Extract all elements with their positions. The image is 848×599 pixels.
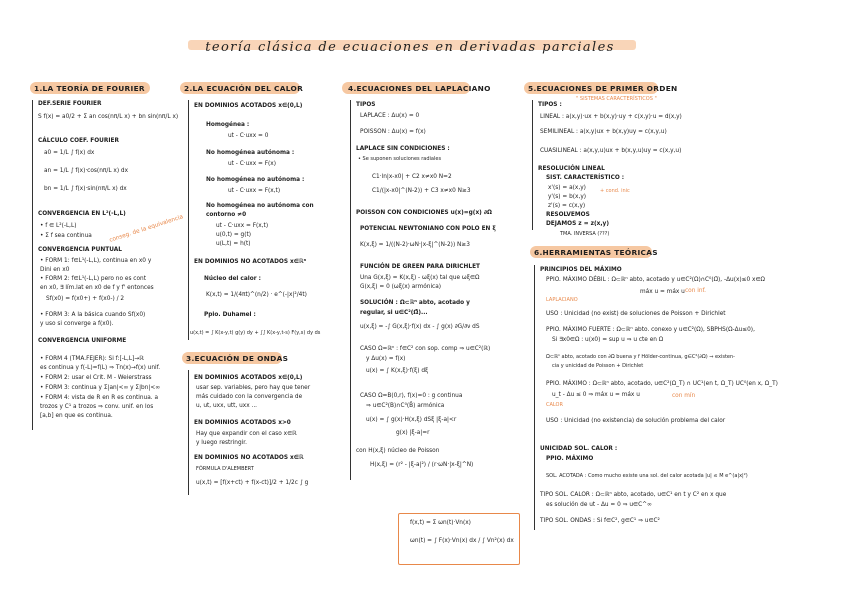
s5-tipos: TIPOS : bbox=[538, 102, 562, 108]
s4-laplace: LAPLACE : Δu(x) = 0 bbox=[360, 113, 420, 119]
s1-conv-p: CONVERGENCIA PUNTUAL bbox=[38, 247, 122, 253]
s1-cp3: • FORM 3: A la básica cuando Sf(x0) bbox=[40, 312, 146, 318]
s6-tipo-calor2: es solución de ut - Δu = 0 ⇒ u∈C^∞ bbox=[546, 502, 652, 508]
s4-poisson: POISSON : Δu(x) = f(x) bbox=[360, 129, 426, 135]
s6-rule bbox=[534, 265, 535, 530]
s4-rule bbox=[350, 100, 351, 480]
s6-tipo-calor: TIPO SOL. CALOR : Ω⊂ℝⁿ abto, acotado, u∈C¹ en t y C² en x que bbox=[540, 492, 727, 498]
s2-nh-naut: No homogénea no autónoma : bbox=[206, 177, 305, 183]
s1-def-formula: S f(x) = a0/2 + Σ an cos(nπ/L x) + bn sin(nπ/L x) bbox=[38, 114, 179, 120]
s6-heading: 6.HERRAMIENTAS TEÓRICAS bbox=[534, 248, 658, 257]
s4-rad1: C1·ln|x-x0| + C2 x≠x0 N=2 bbox=[372, 174, 452, 180]
s6-tipo-ondas: TIPO SOL. ONDAS : Si f∈C², g∈C¹ ⇒ u∈C² bbox=[540, 518, 660, 524]
s2-dom: EN DOMINIOS ACOTADOS x∈(0,L) bbox=[194, 103, 303, 109]
s1-conv-l2-2: • Σ f sea continua bbox=[40, 233, 92, 239]
s1-conv-l2: CONVERGENCIA EN L²(-L,L) bbox=[38, 211, 126, 217]
s2-dom2: EN DOMINIOS NO ACOTADOS x∈ℝⁿ bbox=[194, 259, 307, 265]
s3-d5: y luego restringir. bbox=[196, 440, 247, 446]
s1-coef-title: CÁLCULO COEF. FOURIER bbox=[38, 138, 119, 144]
s5-heading: 5.ECUACIONES DE PRIMER ORDEN bbox=[528, 84, 678, 93]
s4-poisson-cond: POISSON CON CONDICIONES u(x)=g(x) ∂Ω bbox=[356, 210, 492, 216]
s3-dom: EN DOMINIOS ACOTADOS x∈(0,L) bbox=[194, 375, 303, 381]
s2-duhamel: Ppio. Duhamel : bbox=[204, 312, 256, 318]
s6-debil-cond: con inf. bbox=[685, 288, 706, 294]
s4-poisson-eq: H(x,ξ) = (r² - |ξ-a|²) / (r·ωN·|x-ξ|^N) bbox=[370, 462, 474, 468]
s1-cp3b: y uso si converge a f(x0). bbox=[40, 321, 114, 327]
s2-nucleo-eq: K(x,t) = 1/(4πt)^(n/2) · e^(-|x|²/4t) bbox=[206, 292, 307, 298]
s3-d2: más cuidado con la convergencia de bbox=[196, 394, 303, 400]
s1-conv-note: conseg. de la equivalencia bbox=[108, 214, 185, 244]
s5-dejamos: DEJAMOS z = z(x,y) bbox=[546, 221, 609, 227]
s1-cu1b: es continua y f(-L)=f(L) ⇒ Tn(x)→f(x) unif. bbox=[40, 365, 161, 371]
s3-dom2: EN DOMINIOS ACOTADOS x>0 bbox=[194, 420, 291, 426]
s4-caso2d: g(x) |ξ-a|=r bbox=[396, 430, 430, 436]
s5-s3: z'(s) = c(x,y) bbox=[548, 203, 586, 209]
s4-green1: Una G(x,ξ) = K(x,ξ) - ωξ(x) tal que ωξ∈Ω bbox=[360, 275, 480, 281]
s2-rule bbox=[188, 100, 189, 340]
s4-tipos: TIPOS bbox=[356, 102, 376, 108]
s1-conv-u: CONVERGENCIA UNIFORME bbox=[38, 338, 127, 344]
s5-s1: x'(s) = a(x,y) bbox=[548, 185, 586, 191]
s5-lineal: LINEAL : a(x,y)·ux + b(x,y)·uy + c(x,y)·u = d(x,y) bbox=[540, 114, 682, 120]
s1-rule bbox=[32, 100, 33, 430]
s2-homog-eq: ut - C·uxx = 0 bbox=[228, 133, 269, 139]
s1-heading: 1.LA TEORÍA DE FOURIER bbox=[34, 84, 145, 93]
s2-nh-naut-eq: ut - C·uxx = F(x,t) bbox=[228, 188, 281, 194]
s1-cu4: • FORM 4: vista de R en R es continua. a bbox=[40, 395, 159, 401]
s6-calor-cond: Ω⊂ℝⁿ abto, acotado con ∂Ω buena y f Hölder-continua, g∈C²(∂Ω) ⇒ existen- bbox=[546, 354, 735, 360]
s1-cp1: • FORM 1: f∈L¹(-L,L), continua en x0 y bbox=[40, 258, 152, 264]
s1-cu1: • FORM 4 (TMA.FEJER): Si f:[-L,L]→ℝ bbox=[40, 356, 144, 362]
s1-an: an = 1/L ∫ f(x)·cos(nπ/L x) dx bbox=[44, 168, 129, 174]
s1-cu2: • FORM 2: usar el Crit. M - Weierstrass bbox=[40, 375, 152, 381]
s4-pot-newton: POTENCIAL NEWTONIANO CON POLO EN ξ bbox=[360, 226, 496, 232]
s6-ppio-max2: u_t - Δu ≤ 0 ⇒ máx u = máx u bbox=[552, 392, 640, 398]
s2-nh-aut: No homogénea autónoma : bbox=[206, 150, 295, 156]
s6-sol-acot: SOL. ACOTADA : Como mucho existe una sol. del calor acotada |u| ≤ M e^(a|x|²) bbox=[546, 473, 748, 479]
s4-pot-eq: K(x,ξ) = 1/((N-2)·ωN·|x-ξ|^(N-2)) N≥3 bbox=[360, 242, 470, 248]
s1-cp2: • FORM 2: f∈L¹(-L,L) pero no es cont bbox=[40, 276, 146, 282]
s3-heading: 3.ECUACIÓN DE ONDAS bbox=[186, 354, 289, 363]
s5-rule bbox=[532, 100, 533, 230]
s4-caso1: CASO Ω=ℝⁿ : f∈C² con sop. comp ⇒ u∈C²(ℝ) bbox=[360, 346, 491, 352]
s5-cuasilineal: CUASILINEAL : a(x,y,u)ux + b(x,y,u)uy = c(x,y,u) bbox=[540, 148, 682, 154]
s4-sol2: regular, si u∈C²(Ω̄)... bbox=[360, 310, 428, 316]
s6-debil: PPIO. MÁXIMO DÉBIL : Ω⊂ℝⁿ abto, acotado y u∈C²(Ω)∩C⁰(Ω̄), -Δu(x)≤0 x∈Ω bbox=[546, 277, 765, 283]
s1-def-title: DEF.SERIE FOURIER bbox=[38, 101, 102, 107]
s6-debil-eq: máx u = máx u bbox=[640, 289, 685, 295]
s1-cu4b: trozos y C¹ a trozos ⇒ conv. unif. en los bbox=[40, 404, 154, 410]
box-f1: f(x,t) = Σ ωn(t)·Vn(x) bbox=[410, 520, 471, 526]
s5-tma: TMA. INVERSA (???) bbox=[560, 231, 610, 237]
s1-cp2c: Sf(x0) = f(x0+) + f(x0-) / 2 bbox=[46, 296, 125, 302]
s2-duhamel-eq: u(x,t) = ∫ K(x-y,t) g(y) dy + ∫∫ K(x-y,t-s) F(y,s) dy ds bbox=[190, 330, 321, 336]
s2-homog: Homogénea : bbox=[206, 122, 250, 128]
s6-calor-cond2: cia y unicidad de Poisson + Dirichlet bbox=[552, 363, 644, 369]
s3-d3: u, ut, uxx, utt, uxx ... bbox=[196, 403, 258, 409]
s4-sol: SOLUCIÓN : Ω⊂ℝⁿ abto, acotado y bbox=[360, 300, 470, 306]
s6-ppio-max: PPIO. MÁXIMO : Ω⊂ℝⁿ abto, acotado, u∈C²(Ω_T) ∩ UC¹(en t, Ω_T) UC⁰(en x, Ω_T) bbox=[546, 381, 778, 387]
s4-lap-cond-note: • Se suponen soluciones radiales bbox=[358, 156, 442, 162]
s5-sistemas: " SISTEMAS CARACTERÍSTICOS " bbox=[576, 96, 657, 102]
s5-semilineal: SEMILINEAL : a(x,y)ux + b(x,y)uy = c(x,y,u) bbox=[540, 129, 667, 135]
s6-laplaciano: LAPLACIANO bbox=[546, 297, 578, 303]
s6-max: PRINCIPIOS DEL MÁXIMO bbox=[540, 267, 622, 273]
s2-sys3: u(L,t) = h(t) bbox=[216, 241, 251, 247]
s6-uso1: USO : Unicidad (no exist) de soluciones de Poisson + Dirichlet bbox=[546, 311, 726, 317]
s6-fuerte: PPIO. MÁXIMO FUERTE : Ω⊂ℝⁿ abto. conexo y u∈C²(Ω), SBPHS(Ω-Δu≤0), bbox=[546, 327, 755, 333]
s4-lap-cond: LAPLACE SIN CONDICIONES : bbox=[356, 146, 450, 152]
s2-sys2: u(0,t) = g(t) bbox=[216, 232, 252, 238]
s3-rule bbox=[188, 370, 189, 495]
box-f2: ωn(t) = ∫ F(x)·Vn(x) dx / ∫ Vn²(x) dx bbox=[410, 538, 514, 544]
s1-cu4c: [a,b] en que es continua. bbox=[40, 413, 113, 419]
s6-con-min: con mín bbox=[672, 393, 696, 399]
s4-green: FUNCIÓN DE GREEN PARA DIRICHLET bbox=[360, 264, 481, 270]
s1-cp1b: Dini en x0 bbox=[40, 267, 70, 273]
s1-cu3: • FORM 3: continua y Σ|an|<∞ y Σ|bn|<∞ bbox=[40, 385, 161, 391]
s4-rad2: C1/(|x-x0|^(N-2)) + C3 x≠x0 N≥3 bbox=[372, 188, 471, 194]
s3-d4: Hay que expandir con el caso x∈ℝ bbox=[196, 431, 297, 437]
s5-cond: + cond. inic bbox=[600, 188, 630, 194]
s4-poisson-nuc: con H(x,ξ) núcleo de Poisson bbox=[356, 448, 440, 454]
s4-caso1c: u(x) = ∫ K(x,ξ)·f(ξ) dξ bbox=[366, 368, 429, 374]
s3-d1: usar sep. variables, pero hay que tener bbox=[196, 385, 311, 391]
s1-a0: a0 = 1/L ∫ f(x) dx bbox=[44, 150, 95, 156]
s2-nucleo: Núcleo del calor : bbox=[204, 276, 261, 282]
s2-heading: 2.LA ECUACIÓN DEL CALOR bbox=[184, 84, 304, 93]
s5-sist: SIST. CARACTERÍSTICO : bbox=[546, 175, 625, 181]
s4-caso1b: y Δu(x) = f(x) bbox=[366, 356, 406, 362]
s2-nh-cont2: contorno ≠0 bbox=[206, 212, 247, 218]
s4-green2: G(x,ξ) = 0 (ωξ(x) armónica) bbox=[360, 284, 442, 290]
s1-cp2b: en x0, ∃ lím.lat en x0 de f y f' entonces bbox=[40, 285, 154, 291]
s3-dalembert: FÓRMULA D'ALEMBERT bbox=[196, 466, 254, 472]
s2-sys1: ut - C·uxx = F(x,t) bbox=[216, 223, 269, 229]
s3-dal-eq: u(x,t) = [f(x+ct) + f(x-ct)]/2 + 1/2c ∫ g bbox=[196, 480, 309, 486]
s2-nh-cont: No homogénea no autónoma con bbox=[206, 203, 314, 209]
s1-conv-l2-1: • f ∈ L²(-L,L) bbox=[40, 223, 77, 229]
s4-heading: 4.ECUACIONES DEL LAPLACIANO bbox=[348, 84, 491, 93]
s4-sol-eq: u(x,ξ) = -∫ G(x,ξ)·f(x) dx - ∫ g(x) ∂G/∂ν dS bbox=[360, 324, 480, 330]
page-title: teoría clásica de ecuaciones en derivadas parciales bbox=[205, 40, 615, 55]
s6-uso2: USO : Unicidad (no existencia) de solución problema del calor bbox=[546, 418, 726, 424]
s4-caso2c: u(x) = ∫ g(x)·H(x,ξ) dSξ |ξ-a|<r bbox=[366, 417, 457, 423]
s2-nh-aut-eq: ut - C·uxx = F(x) bbox=[228, 161, 276, 167]
s4-caso2b: ⇒ u∈C²(B)∩C⁰(B̄) armónica bbox=[366, 403, 445, 409]
s1-bn: bn = 1/L ∫ f(x)·sin(nπ/L x) dx bbox=[44, 186, 127, 192]
s6-calor: CALOR bbox=[546, 402, 563, 408]
s6-unic: UNICIDAD SOL. CALOR : bbox=[540, 446, 618, 452]
s5-s2: y'(s) = b(x,y) bbox=[548, 194, 587, 200]
s4-caso2: CASO Ω=B(0,r), f(x)=0 : g continua bbox=[360, 393, 463, 399]
s5-resolvemos: RESOLVEMOS bbox=[546, 212, 590, 218]
s5-res: RESOLUCIÓN LINEAL bbox=[538, 166, 605, 172]
s3-dom3: EN DOMINIOS NO ACOTADOS x∈ℝ bbox=[194, 455, 304, 461]
s6-fuerte2: Si ∃x0∈Ω : u(x0) = sup u ⇒ u cte en Ω bbox=[552, 337, 664, 343]
s6-pmax: PPIO. MÁXIMO bbox=[546, 456, 594, 462]
